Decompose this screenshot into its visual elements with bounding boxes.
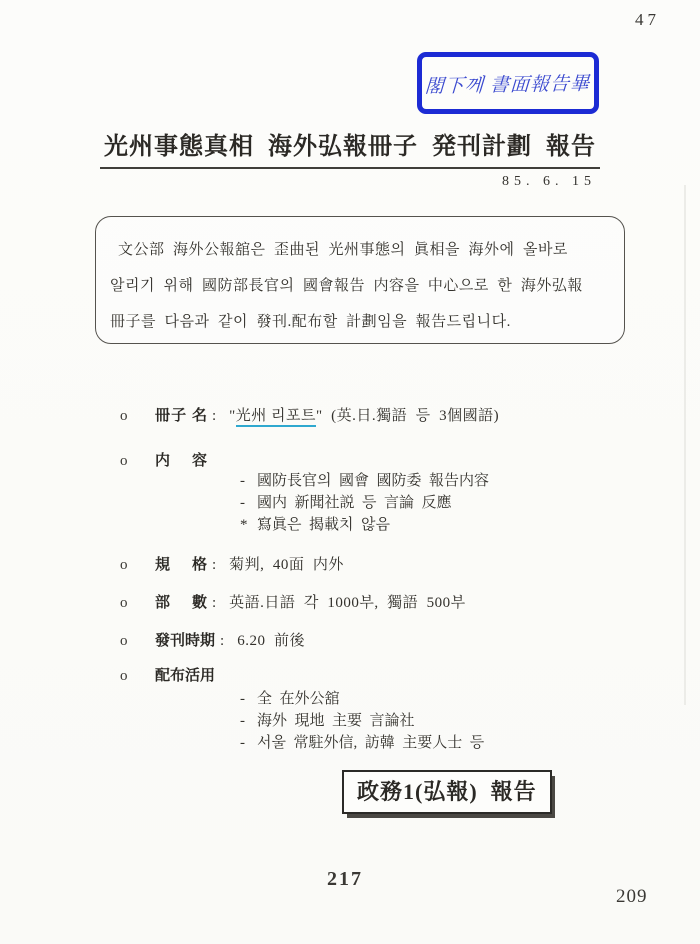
page-number-center: 217 [327, 868, 363, 890]
dash-marker: - [240, 713, 245, 729]
item-colon: : [212, 408, 217, 424]
booklet-languages: (英.日.獨語 등 3個國語) [322, 408, 500, 424]
distribution-sub-item-3 [225, 712, 485, 751]
summary-line-3: 冊子를 다음과 같이 發刊.配布할 計劃임을 報告드립니다. [110, 314, 511, 330]
document-title: 光州事態真相 海外弘報冊子 発刊計劃 報告 [100, 126, 600, 169]
bullet-marker: o [120, 633, 128, 649]
list-item-contents [105, 428, 207, 469]
dash-marker: - [240, 735, 245, 751]
item-label: 配布活用 [155, 668, 216, 684]
sub-item-text: 國内 新聞社説 등 言論 反應 [257, 495, 452, 511]
summary-line-2: 알리기 위해 國防部長官의 國會報告 内容을 中心으로 한 海外弘報 [110, 278, 583, 294]
list-item-format [105, 532, 344, 573]
item-colon: : [212, 595, 217, 611]
quote-close: " [316, 408, 323, 424]
sub-item-text: 서울 常駐外信, 訪韓 主要人士 등 [257, 735, 485, 751]
archive-page-number-bottom: 209 [616, 886, 648, 907]
approval-stamp-handwriting: 閣下께 書面報告畢 [424, 73, 592, 97]
bullet-marker: o [120, 453, 128, 469]
contents-note [225, 494, 390, 533]
list-item-copies [105, 570, 466, 611]
sub-item-text: 海外 現地 主要 言論社 [257, 713, 415, 729]
item-label: 内 容 [155, 453, 207, 469]
contents-sub-item-2 [225, 472, 452, 511]
item-label: 規 格 [155, 557, 207, 573]
item-colon: : [212, 557, 217, 573]
item-value: 英語.日語 각 1000부, 獨語 500부 [229, 595, 466, 611]
distribution-sub-item-2 [225, 690, 415, 729]
item-value: 菊判, 40面 内外 [229, 557, 344, 573]
sub-item-text: 國防長官의 國會 國防委 報告内容 [257, 473, 489, 489]
asterisk-marker: * [240, 517, 248, 533]
list-item-booklet-name [105, 383, 500, 424]
archive-page-number-top: 47 [635, 10, 660, 29]
bullet-marker: o [120, 557, 128, 573]
item-label: 冊子 名 [155, 408, 207, 424]
item-label: 部 數 [155, 595, 207, 611]
item-value [229, 408, 499, 424]
approval-stamp-box [417, 52, 599, 114]
summary-line-1: 文公部 海外公報舘은 歪曲된 光州事態의 眞相을 海外에 올바로 [118, 242, 568, 258]
scan-fold-line [684, 185, 686, 705]
booklet-name-underlined: 光州 리포트 [236, 408, 316, 427]
summary-box [95, 216, 625, 344]
item-label: 發刊時期 [155, 633, 216, 649]
dash-marker: - [240, 473, 245, 489]
list-item-distribution [105, 643, 216, 684]
note-text: 寫眞은 揭載치 않음 [257, 517, 390, 533]
contents-sub-item-1 [225, 450, 489, 489]
office-stamp-text: 政務1(弘報) 報告 [357, 779, 537, 804]
bullet-marker: o [120, 408, 128, 424]
dash-marker: - [240, 495, 245, 511]
sub-item-text: 全 在外公舘 [257, 691, 340, 707]
bullet-marker: o [120, 595, 128, 611]
item-value: 6.20 前後 [237, 633, 305, 649]
list-item-publication-date [105, 608, 305, 649]
item-colon: : [220, 633, 225, 649]
document-date: 85. 6. 15 [502, 174, 596, 189]
office-stamp-box [342, 770, 552, 814]
distribution-sub-item-1 [225, 668, 340, 707]
quote-open: " [229, 408, 236, 424]
bullet-marker: o [120, 668, 128, 684]
dash-marker: - [240, 691, 245, 707]
